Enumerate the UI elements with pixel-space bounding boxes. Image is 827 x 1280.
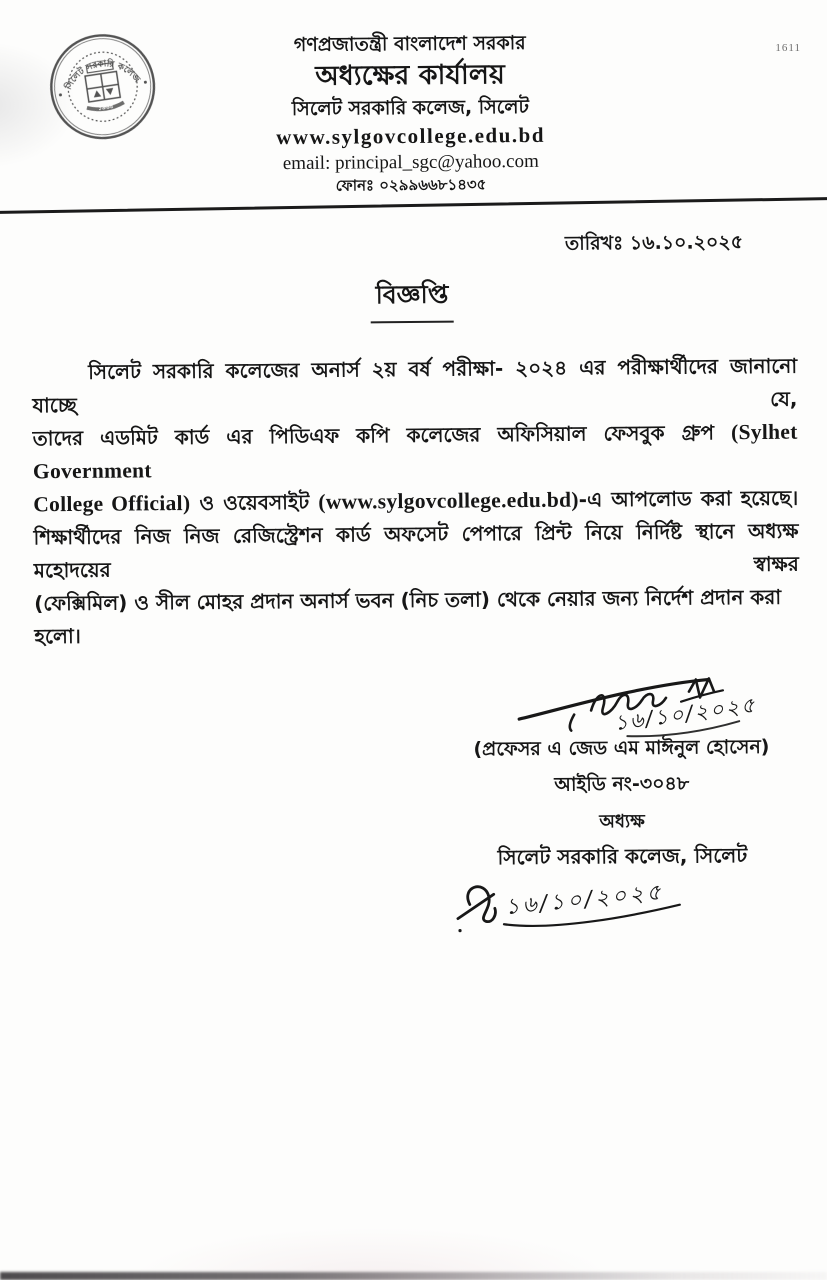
- office-line: অধ্যক্ষের কার্যালয়: [315, 58, 505, 92]
- header-divider-rule: [0, 197, 827, 214]
- government-line: গণপ্রজাতন্ত্রী বাংলাদেশ সরকার: [293, 32, 526, 57]
- english-text-segment: (www.sylgovcollege.edu.bd): [318, 487, 579, 514]
- notice-title: বিজ্ঞপ্তি: [370, 275, 453, 324]
- college-seal-icon: [39, 23, 166, 150]
- bengali-text-segment: শিক্ষার্থীদের নিজ নিজ রেজিস্ট্রেশন কার্ড অফসেট পেপারে প্রিন্ট নিয়ে নির্দিষ্ট স্থানে অধ্যক্ষ মহোদয়ের স্বাক্ষর: [33, 518, 799, 583]
- notice-title-row: [0, 271, 826, 326]
- signatory-id: আইডি নং-৩০৪৮: [554, 772, 690, 796]
- signatory-name: (প্রফেসর এ জেড এম মাঈনুল হোসেন): [473, 735, 770, 761]
- signatory-institution: সিলেট সরকারি কলেজ, সিলেট: [497, 843, 748, 870]
- bengali-text-segment: (ফেক্সিমিল) ও সীল মোহর প্রদান অনার্স ভবন (নিচ তলা) থেকে নেয়ার জন্য নির্দেশ প্রদান করা হলো।: [34, 584, 782, 649]
- notice-paragraph: [32, 350, 800, 654]
- paragraph-line: [34, 581, 800, 654]
- bengali-text-segment: সিলেট সরকারি কলেজের অনার্স ২য় বর্ষ পরীক্ষা- ২০২৪ এর পরীক্ষার্থীদের জানানো যাচ্ছে যে,: [32, 353, 798, 418]
- svg-text:সিলেট সরকারি কলেজ: সিলেট সরকারি কলেজ: [63, 59, 142, 92]
- signature-block: [451, 667, 793, 939]
- website-text: www.sylgovcollege.edu.bd: [276, 123, 546, 150]
- page-corner-number: 1611: [775, 42, 801, 54]
- email-text: email: principal_sgc@yahoo.com: [282, 150, 539, 174]
- paragraph-line: [33, 515, 799, 588]
- signature-scrawl-icon: [511, 667, 762, 739]
- svg-text:১৯৬৪: ১৯৬৪: [97, 102, 115, 112]
- bengali-text-segment: ও ওয়েবসাইট: [190, 489, 319, 515]
- signatory-designation: অধ্যক্ষ: [599, 810, 645, 833]
- english-text-segment: College Official): [33, 490, 191, 517]
- scan-edge-smudge: [0, 1272, 827, 1280]
- english-text-segment: (Sylhet Government: [32, 419, 798, 484]
- handwritten-date-top: ১৬/১০/২০২৫: [612, 692, 759, 736]
- handwritten-date-bottom: ১৬/১০/২০২৫: [504, 880, 665, 921]
- bengali-text-segment: -এ আপলোড করা হয়েছে।: [578, 485, 799, 512]
- paragraph-line: [33, 416, 799, 489]
- forward-signature-scrawl-icon: [448, 874, 719, 938]
- date-line: তারিখঃ ১৬.১০.২০২৫: [564, 231, 744, 255]
- paragraph-line: [32, 350, 798, 423]
- bengali-text-segment: তাদের এডমিট কার্ড এর পিডিএফ কপি কলেজের অফিসিয়াল ফেসবুক গ্রুপ: [32, 420, 732, 451]
- college-line: সিলেট সরকারি কলেজ, সিলেট: [291, 95, 529, 120]
- phone-text: ফোনঃ ০২৯৯৬৬৮১৪৩৫: [335, 175, 487, 195]
